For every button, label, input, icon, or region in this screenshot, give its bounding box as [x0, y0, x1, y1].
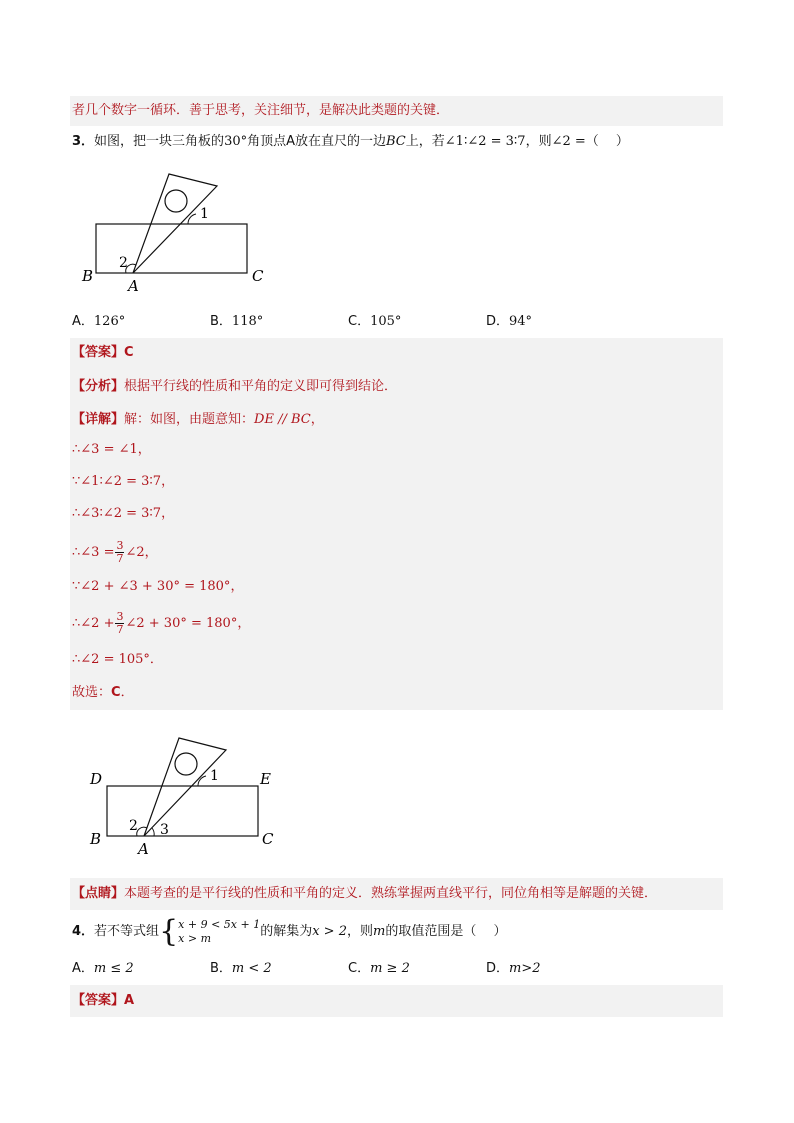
label-E: E	[260, 770, 271, 788]
stem-text: 若不等式组	[94, 924, 160, 939]
step-5	[72, 578, 243, 596]
comment-line	[72, 885, 657, 903]
question-3-stem	[72, 133, 629, 151]
label-1: 1	[210, 768, 219, 784]
logic-symbol: ∵	[72, 474, 81, 489]
answer-blank: （ ）	[585, 134, 629, 149]
segment-label: BC	[386, 134, 406, 149]
option-letter: A．	[72, 314, 94, 329]
angle-3-arc	[152, 828, 154, 836]
logic-symbol: ∴	[72, 545, 81, 560]
answer-block	[70, 985, 723, 1017]
option-a[interactable]	[72, 313, 125, 331]
ratio-expression: ∠1∶∠2 = 3∶7	[444, 134, 526, 149]
label-A: A	[128, 277, 139, 294]
figure-ruler-triangle	[78, 168, 274, 294]
option-c[interactable]	[348, 313, 401, 331]
label-B: B	[82, 267, 94, 285]
label-C: C	[262, 830, 274, 848]
answer-tag: 【答案】	[72, 993, 125, 1008]
label-A: A	[138, 840, 149, 858]
step-2	[72, 473, 174, 491]
numerator: 3	[116, 539, 124, 552]
inequality-system	[178, 918, 260, 946]
step-expression: ∠2 +	[80, 616, 115, 631]
option-d[interactable]	[486, 960, 541, 978]
figure-solution	[84, 732, 284, 862]
step-7	[72, 651, 163, 669]
logic-symbol: ∴	[72, 616, 81, 631]
logic-symbol: ∴	[72, 652, 81, 667]
fraction	[115, 540, 124, 565]
option-value: 94°	[509, 314, 533, 329]
answer-line	[72, 344, 134, 362]
option-letter: D．	[486, 314, 510, 329]
variable-m: m	[373, 924, 386, 939]
step-6	[72, 609, 250, 639]
punctuation: ，	[237, 616, 251, 631]
choose-line	[72, 684, 134, 702]
option-value: 126°	[93, 314, 126, 329]
analysis-tag: 【分析】	[72, 379, 125, 394]
punctuation: ，	[144, 545, 158, 560]
question-4-stem	[72, 915, 506, 949]
step-expression: ∠3∶∠2 = 3∶7	[80, 506, 162, 521]
stem-text: ，则	[346, 924, 373, 939]
detail-text: 解：如图，由题意知：	[124, 412, 255, 427]
option-b[interactable]	[210, 960, 272, 978]
step-expression: ∠2 + ∠3 + 30° = 180°	[80, 579, 231, 594]
question-number: 3．	[72, 134, 95, 149]
step-expression: ∠3 =	[80, 545, 115, 560]
option-a[interactable]	[72, 960, 134, 978]
option-value: 105°	[370, 314, 402, 329]
comment-tag: 【点睛】	[72, 886, 125, 901]
detail-tag: 【详解】	[72, 412, 125, 427]
label-2: 2	[129, 818, 138, 834]
step-expression: ∠2	[125, 545, 145, 560]
denominator: 7	[116, 552, 124, 565]
answer-value: C	[124, 345, 134, 360]
logic-symbol: ∴	[72, 442, 81, 457]
punctuation: ．	[149, 652, 163, 667]
comment-text: 本题考查的是平行线的性质和平角的定义．熟练掌握两直线平行，同位角相等是解题的关键．	[124, 886, 658, 901]
ask-expression: ∠2 =	[551, 134, 586, 149]
option-value: m < 2	[231, 961, 272, 976]
system-brace-icon: {	[159, 913, 179, 949]
punctuation: ．	[120, 685, 134, 700]
stem-text: 的解集为	[260, 924, 313, 939]
stem-text: ，则	[525, 134, 552, 149]
numerator: 3	[116, 610, 124, 623]
answer-value: A	[124, 993, 135, 1008]
label-1: 1	[200, 206, 209, 222]
option-letter: A．	[72, 961, 94, 976]
stem-text: 上，若	[405, 134, 445, 149]
step-expression: ∠2 = 105°	[80, 652, 150, 667]
label-D: D	[90, 770, 103, 788]
inequality-1: x + 9 < 5x + 1	[178, 917, 261, 931]
step-1	[72, 441, 151, 459]
answer-tag: 【答案】	[72, 345, 125, 360]
prev-explanation-tail: 者几个数字一循环．善于思考，关注细节，是解决此类题的关键．	[72, 103, 450, 118]
option-d[interactable]	[486, 313, 532, 331]
answer-line	[72, 992, 134, 1010]
logic-symbol: ∵	[72, 579, 81, 594]
logic-symbol: ∴	[72, 506, 81, 521]
punctuation: ，	[230, 579, 244, 594]
stem-text: 如图，把一块三角板的	[94, 134, 225, 149]
step-expression: ∠1∶∠2 = 3∶7	[80, 474, 162, 489]
parallel-relation: DE // BC	[254, 412, 311, 427]
option-value: m>2	[509, 961, 541, 976]
choose-label: 故选：	[72, 685, 112, 700]
option-value: m ≤ 2	[93, 961, 134, 976]
option-letter: C．	[348, 314, 371, 329]
angle-value: 30°	[224, 134, 248, 149]
step-3	[72, 505, 174, 523]
option-value: m ≥ 2	[370, 961, 410, 976]
label-C: C	[252, 267, 264, 285]
punctuation: ，	[161, 506, 175, 521]
label-2: 2	[119, 255, 128, 271]
step-expression: ∠2 + 30° = 180°	[125, 616, 238, 631]
inequality-2: x > m	[178, 931, 212, 945]
punctuation: ，	[137, 442, 151, 457]
step-4	[72, 538, 158, 568]
option-c[interactable]	[348, 960, 410, 978]
fraction	[115, 611, 124, 636]
analysis-line	[72, 378, 397, 396]
solution-set: x > 2	[312, 924, 347, 939]
option-b[interactable]	[210, 313, 263, 331]
option-letter: B．	[210, 961, 232, 976]
option-letter: C．	[348, 961, 371, 976]
label-B: B	[90, 830, 102, 848]
stem-text: 角顶点A放在直尺的一边	[247, 134, 387, 149]
punctuation: ，	[161, 474, 175, 489]
triangle-hole	[175, 753, 197, 775]
detail-line	[72, 411, 324, 429]
option-value: 118°	[231, 314, 264, 329]
label-3: 3	[160, 822, 169, 838]
choose-value: C	[111, 685, 121, 700]
step-expression: ∠3 = ∠1	[80, 442, 138, 457]
analysis-text: 根据平行线的性质和平角的定义即可得到结论．	[124, 379, 398, 394]
option-letter: D．	[486, 961, 510, 976]
option-letter: B．	[210, 314, 232, 329]
denominator: 7	[116, 623, 124, 636]
question-number: 4．	[72, 924, 95, 939]
punctuation: ，	[310, 412, 324, 427]
stem-text: 的取值范围是（ ）	[385, 924, 507, 939]
